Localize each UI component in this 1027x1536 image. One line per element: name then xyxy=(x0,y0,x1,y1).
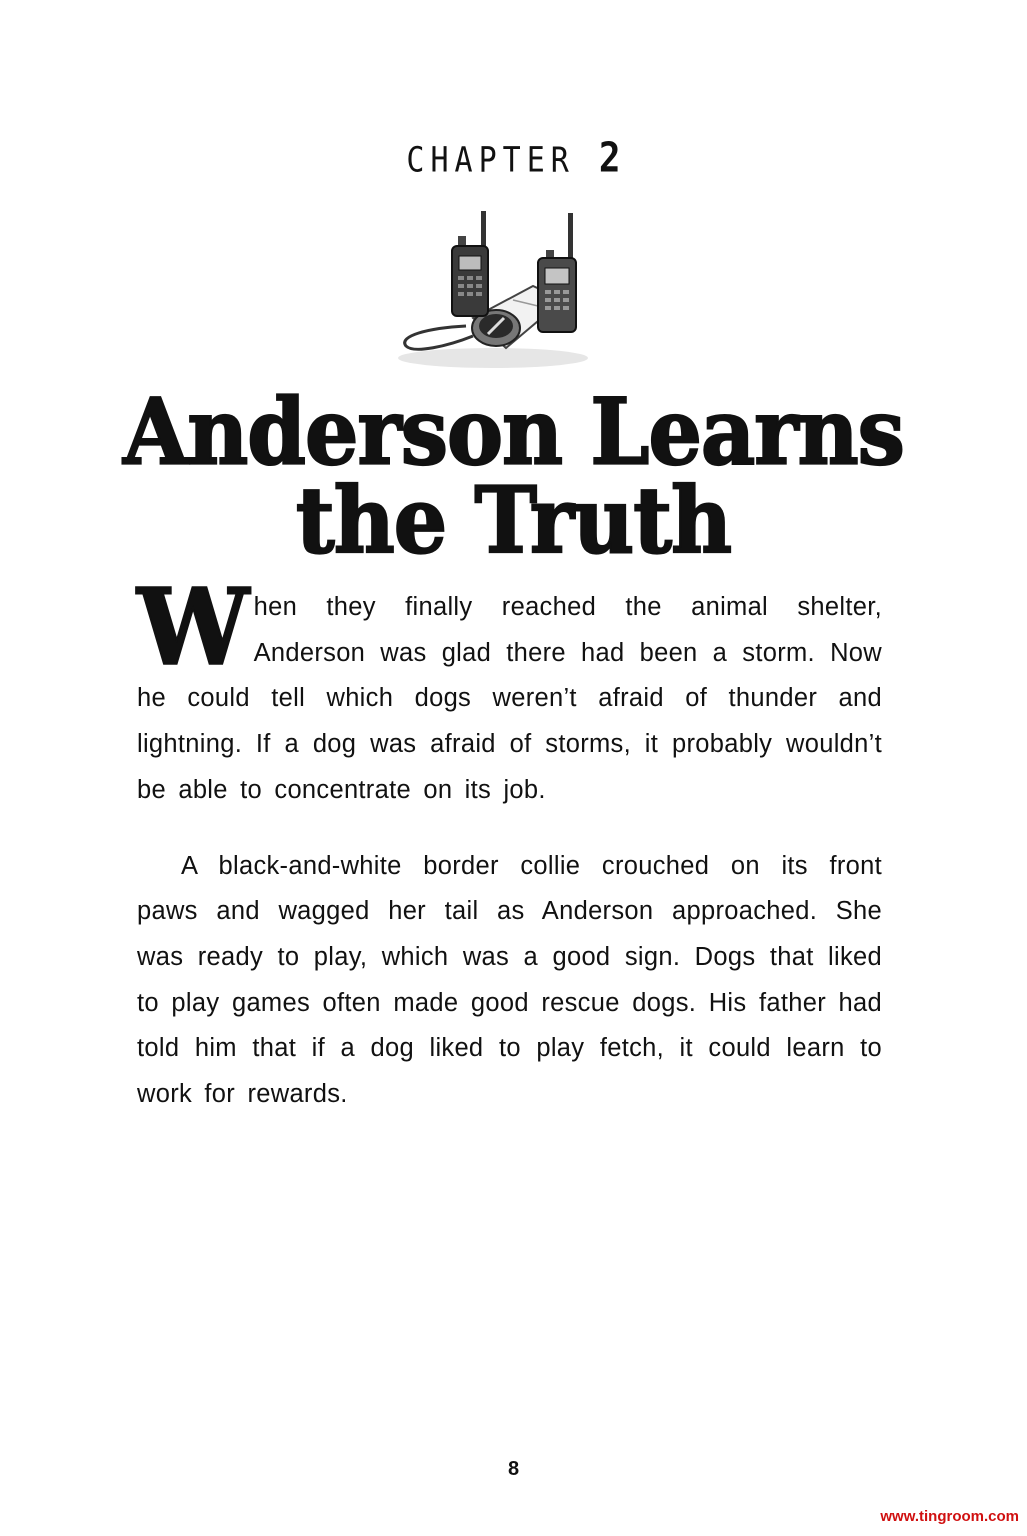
paragraph-1 xyxy=(137,565,882,814)
chapter-number: 2 xyxy=(598,134,621,183)
chapter-heading xyxy=(0,135,1027,182)
chapter-body xyxy=(137,565,882,1118)
paragraph-2: A black-and-white border collie crouched on its front paws and wagged her tail as Anderson approached. She was ready to play, which was a good sign. Dogs that liked to play games often made good rescue dogs. His father had told him that if a dog liked to play fetch, it could learn to work for rewards. xyxy=(137,851,882,1109)
chapter-title-line-1: Anderson Learns xyxy=(123,378,904,486)
page-number: 8 xyxy=(507,1458,520,1480)
watermark: www.tingroom.com xyxy=(880,1508,1019,1525)
walkie-talkies-compass-icon xyxy=(388,208,598,373)
drop-cap: W xyxy=(137,565,250,689)
chapter-label: CHAPTER xyxy=(406,140,575,181)
paragraph-1-text: hen they finally reached the animal shelter, Anderson was glad there had been a storm. Now he could tell which dogs weren’t afraid of thunder and lightning. If a dog was afraid of storms, it probably wouldn’t be able to concentrate on its job. xyxy=(137,593,882,804)
chapter-title-line-2: the Truth xyxy=(295,466,732,574)
chapter-title xyxy=(0,378,1027,574)
